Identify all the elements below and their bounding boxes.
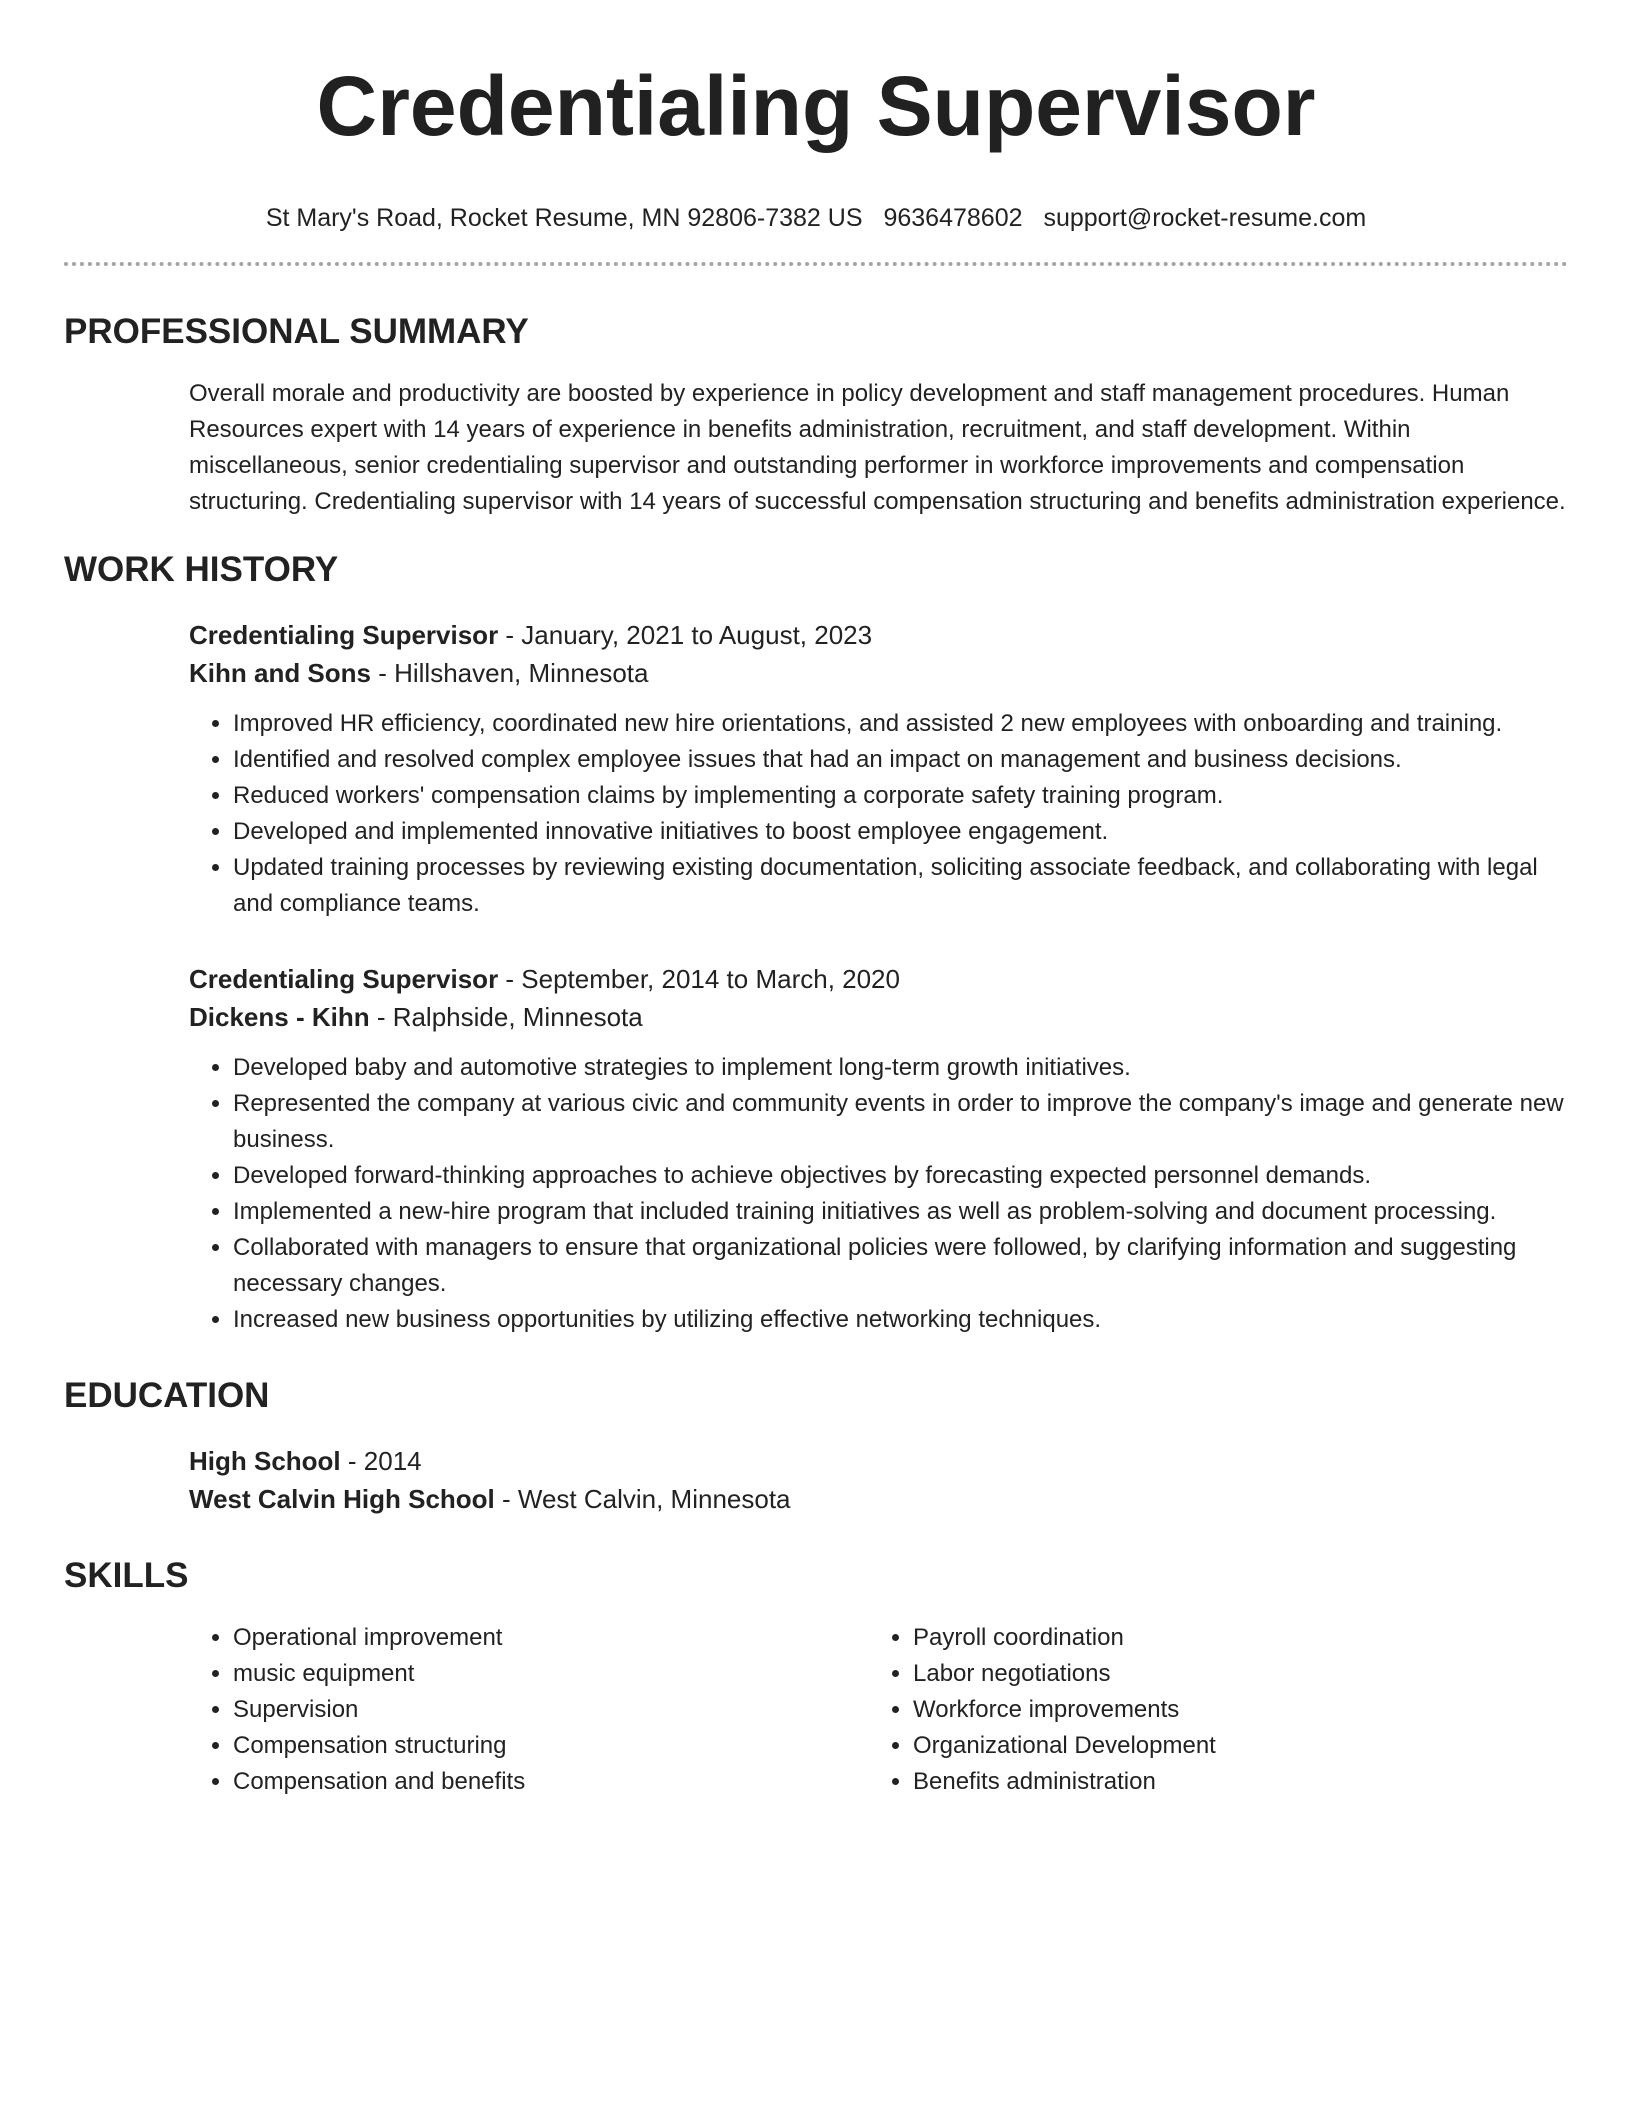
job-bullet: • Reduced workers' compensation claims by implementing a corporate safety training program. (233, 778, 1568, 814)
contact-email: support@rocket-resume.com (1043, 204, 1367, 232)
work-history-list (189, 616, 1568, 1338)
skill-item: • Benefits administration (913, 1764, 1549, 1800)
education-degree: High School (189, 1446, 341, 1476)
skill-item: • Payroll coordination (913, 1620, 1549, 1656)
education-school: West Calvin High School (189, 1484, 495, 1514)
education-degree-line (189, 1442, 1568, 1480)
contact-address: St Mary's Road, Rocket Resume, MN 92806-7382 US (265, 204, 863, 232)
job-bullet: • Updated training processes by reviewing existing documentation, soliciting associate feedback, and collaborating with legal and compliance teams. (233, 850, 1568, 922)
job-company: Dickens - Kihn (189, 1002, 370, 1032)
job-bullet: • Implemented a new-hire program that included training initiatives as well as problem-solving and document processing. (233, 1194, 1568, 1230)
skill-item: • Organizational Development (913, 1728, 1549, 1764)
section-title-work: WORK HISTORY (64, 550, 339, 589)
job-company-line (189, 998, 1568, 1036)
education-year: - 2014 (340, 1446, 422, 1476)
skills-grid (189, 1620, 1568, 1800)
skills-section (64, 1554, 1568, 1800)
skills-column-right (869, 1620, 1549, 1800)
education-section (64, 1374, 1568, 1518)
job-dates: - September, 2014 to March, 2020 (498, 964, 900, 994)
job-role: Credentialing Supervisor (189, 620, 499, 650)
skill-item: • Compensation and benefits (233, 1764, 869, 1800)
section-title-skills: SKILLS (64, 1556, 189, 1595)
job-dates: - January, 2021 to August, 2023 (498, 620, 873, 650)
section-title-summary: PROFESSIONAL SUMMARY (64, 312, 529, 351)
education-location: - West Calvin, Minnesota (494, 1484, 791, 1514)
resume-name: Credentialing Supervisor (316, 59, 1316, 153)
job-entry (189, 616, 1568, 922)
work-history-section (64, 548, 1568, 1338)
contact-line (64, 202, 1568, 234)
job-bullets (189, 706, 1568, 922)
summary-text: Overall morale and productivity are boosted by experience in policy development and staff management procedures. Human Resources expert with 14 years of experience in benefits administration, recruitment, and staff development. Within miscellaneous, senior credentialing supervisor and outstanding performer in workforce improvements and compensation structuring. Credentialing supervisor with 14 years of successful compensation structuring and benefits administration experience. (189, 380, 1566, 515)
job-location: - Ralphside, Minnesota (369, 1002, 643, 1032)
skill-item: • music equipment (233, 1656, 869, 1692)
job-bullet: • Represented the company at various civic and community events in order to improve the company's image and generate new business. (233, 1086, 1568, 1158)
job-title-line (189, 616, 1568, 654)
job-entry (189, 960, 1568, 1338)
job-bullet: • Improved HR efficiency, coordinated new hire orientations, and assisted 2 new employees with onboarding and training. (233, 706, 1568, 742)
professional-summary-section (64, 310, 1568, 520)
job-bullet: • Developed baby and automotive strategies to implement long-term growth initiatives. (233, 1050, 1568, 1086)
job-bullet: • Developed and implemented innovative initiatives to boost employee engagement. (233, 814, 1568, 850)
contact-phone: 9636478602 (883, 204, 1023, 232)
job-role: Credentialing Supervisor (189, 964, 499, 994)
skill-item: • Operational improvement (233, 1620, 869, 1656)
education-entry (189, 1442, 1568, 1518)
section-title-education: EDUCATION (64, 1376, 270, 1415)
job-bullet: • Collaborated with managers to ensure that organizational policies were followed, by clarifying information and suggesting necessary changes. (233, 1230, 1568, 1302)
job-bullet: • Developed forward-thinking approaches to achieve objectives by forecasting expected personnel demands. (233, 1158, 1568, 1194)
skill-item: • Compensation structuring (233, 1728, 869, 1764)
skill-item: • Labor negotiations (913, 1656, 1549, 1692)
job-bullets (189, 1050, 1568, 1338)
skills-column-left (189, 1620, 869, 1800)
job-company: Kihn and Sons (189, 658, 371, 688)
skill-item: • Workforce improvements (913, 1692, 1549, 1728)
job-location: - Hillshaven, Minnesota (371, 658, 649, 688)
skill-item: • Supervision (233, 1692, 869, 1728)
education-school-line (189, 1480, 1568, 1518)
job-company-line (189, 654, 1568, 692)
job-bullet: • Identified and resolved complex employee issues that had an impact on management and business decisions. (233, 742, 1568, 778)
job-title-line (189, 960, 1568, 998)
header-divider (64, 262, 1568, 266)
job-bullet: • Increased new business opportunities by utilizing effective networking techniques. (233, 1302, 1568, 1338)
